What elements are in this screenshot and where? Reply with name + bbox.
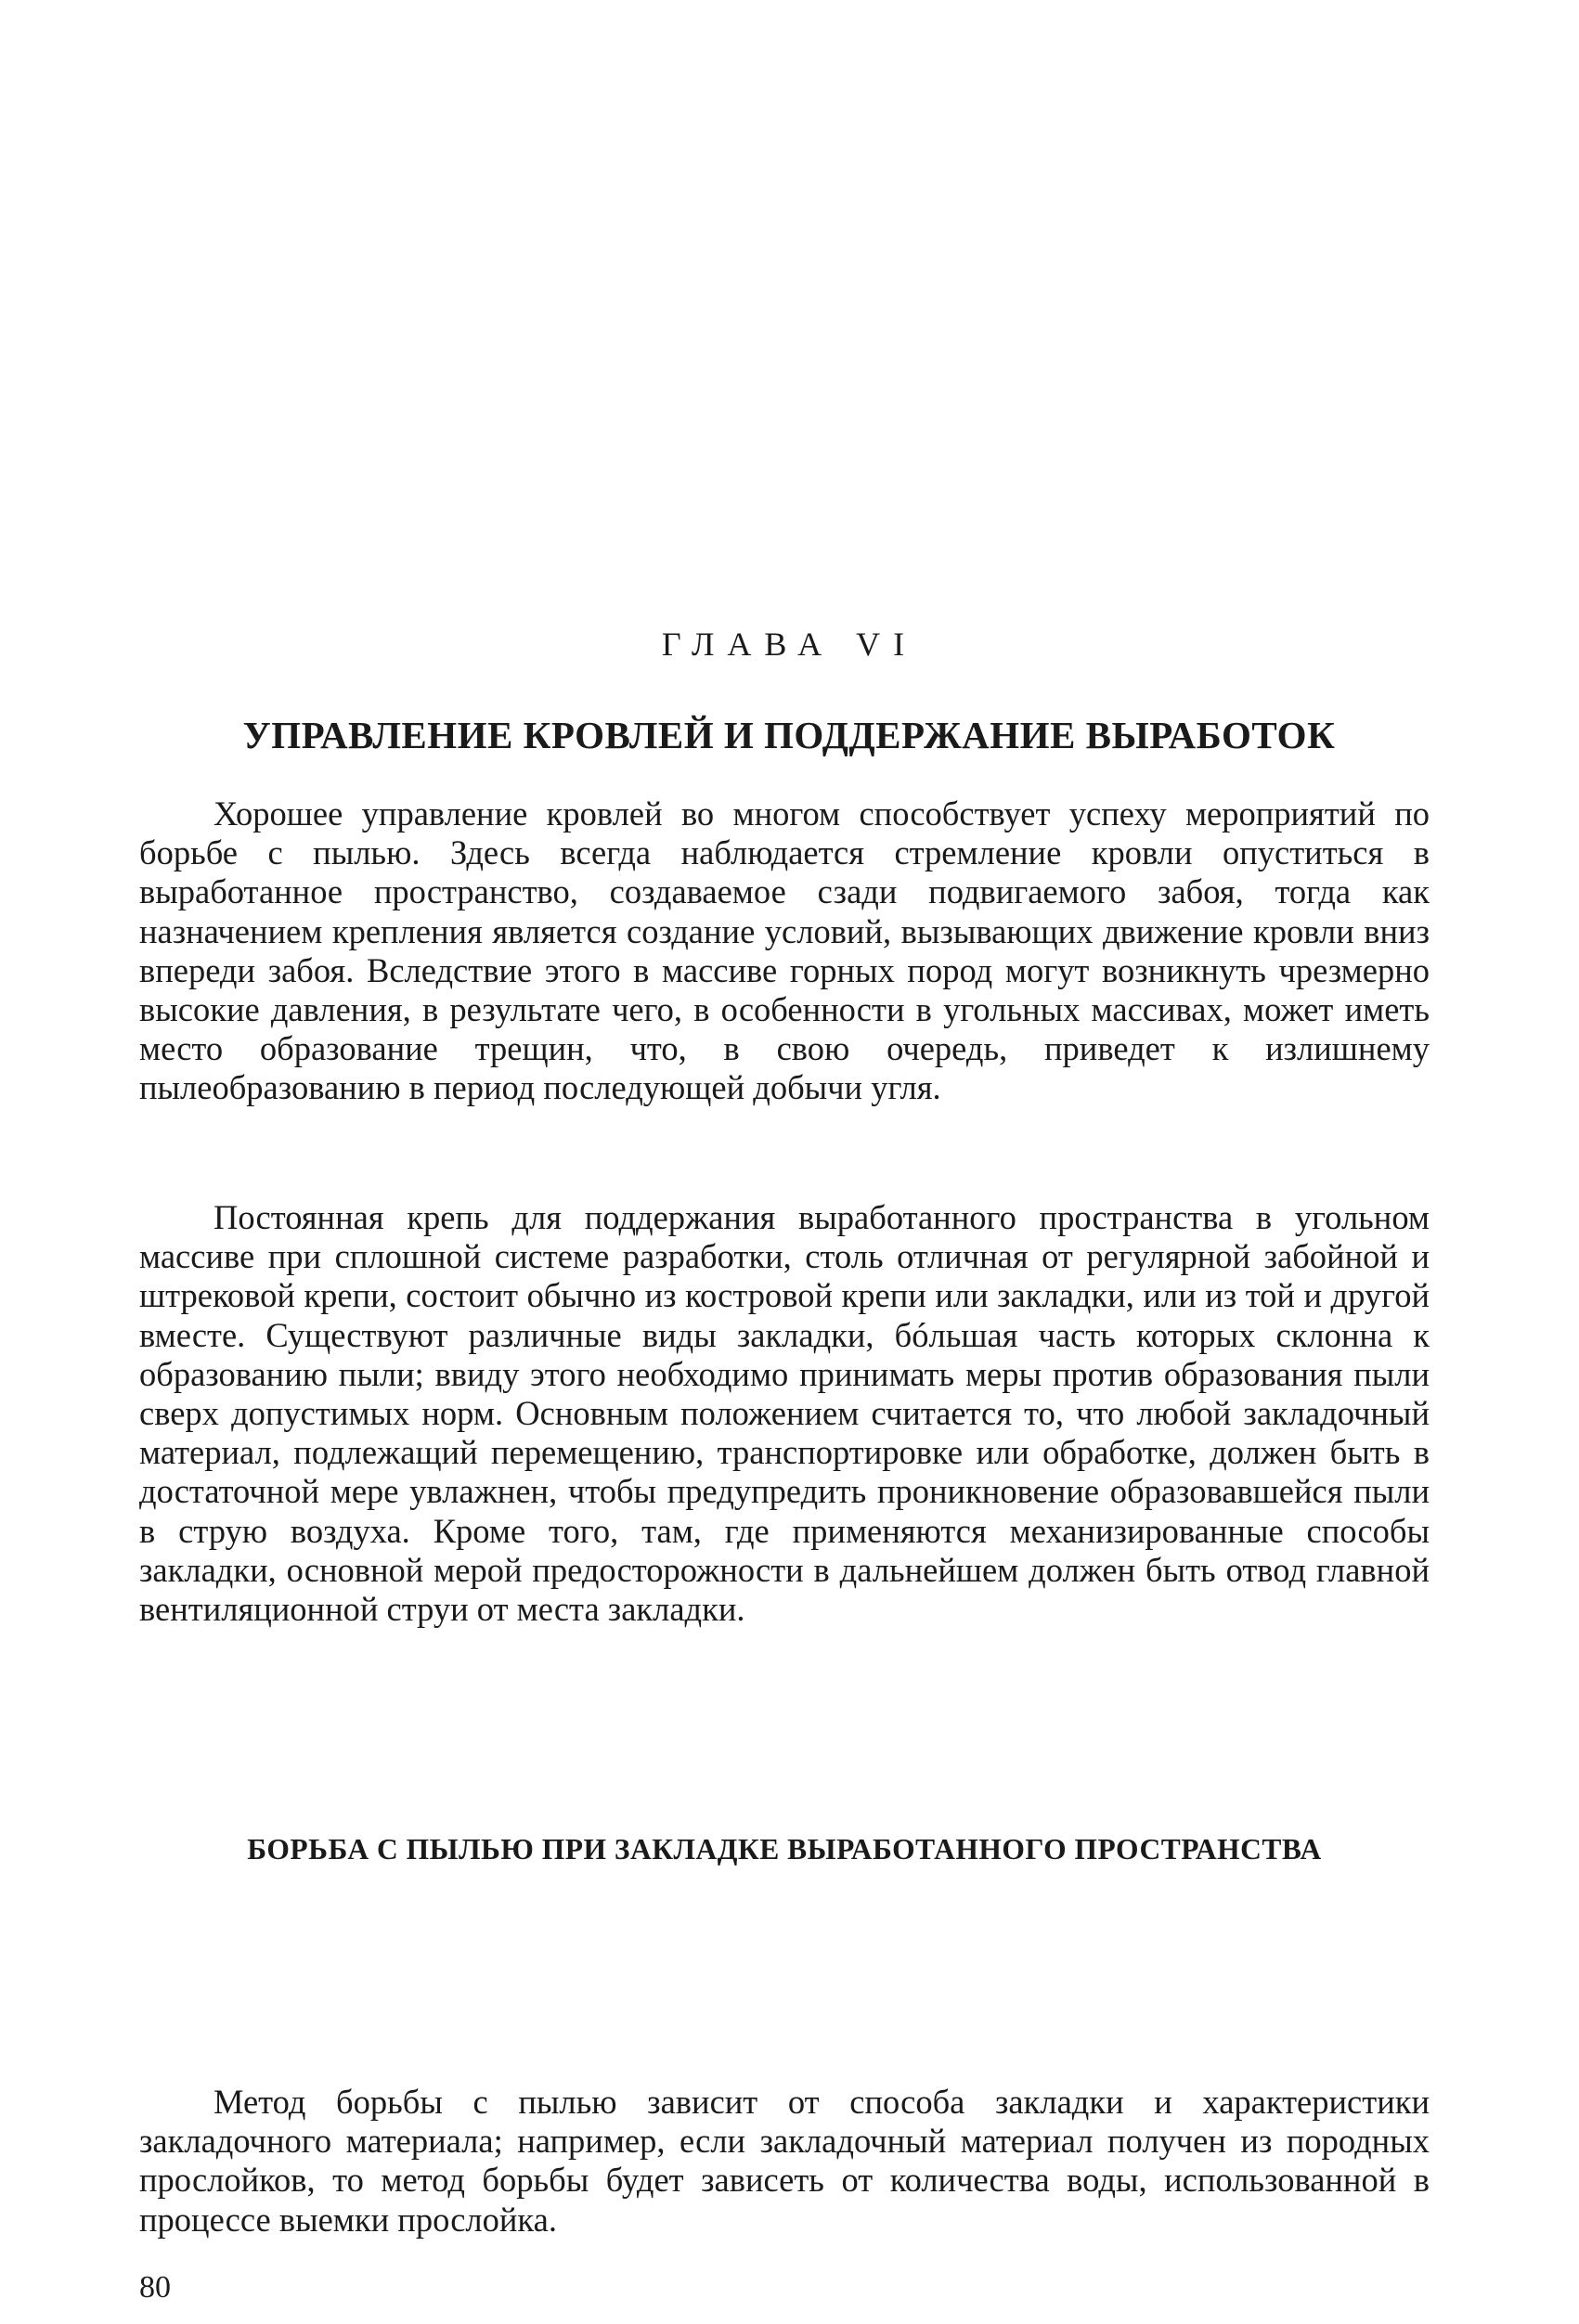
chapter-label: ГЛАВА VI: [661, 626, 918, 663]
body-paragraph-2: Постоянная крепь для поддержания выработанного пространства в угольном массиве при сплошной системе разработки, столь отличная от регулярной забойной и штрековой крепи, состоит обычно из костровой крепи или закладки, или из той и другой вместе. Существуют различные виды закладки, бóльшая часть которых склонна к образованию пыли; ввиду этого необходимо принимать меры против образования пыли сверх допустимых норм. Основным положением считается то, что любой закладочный материал, подлежащий перемещению, транспортировке или обработке, должен быть в достаточной мере увлажнен, чтобы предупредить проникновение образовавшейся пыли в струю воздуха. Кроме того, там, где применяются механизированные способы закладки, основной мерой предосторожности в дальнейшем должен быть отвод главной вентиляционной струи от места закладки.: [139, 1198, 1430, 1629]
page-number: 80: [139, 2270, 171, 2305]
section-heading: БОРЬБА С ПЫЛЬЮ ПРИ ЗАКЛАДКЕ ВЫРАБОТАННОГО ПРОСТРАНСТВА: [247, 1833, 1322, 1866]
body-paragraph-3: Метод борьбы с пылью зависит от способа закладки и характеристики закладочного материала; например, если закладочный материал получен из породных прослойков, то метод борьбы будет зависеть от количества воды, использованной в процессе выемки прослойка.: [139, 2083, 1430, 2239]
chapter-title: УПРАВЛЕНИЕ КРОВЛЕЙ И ПОДДЕРЖАНИЕ ВЫРАБОТОК: [242, 714, 1336, 756]
body-paragraph-1: Хорошее управление кровлей во многом способствует успеху мероприятий по борьбе с пылью. Здесь всегда наблюдается стремление кровли опуститься в выработанное пространство, создаваемое сзади подвигаемого забоя, тогда как назначением крепления является создание условий, вызывающих движение кровли вниз впереди забоя. Вследствие этого в массиве горных пород могут возникнуть чрезмерно высокие давления, в результате чего, в особенности в угольных массивах, может иметь место образование трещин, что, в свою очередь, приведет к излишнему пылеобразованию в период последующей добычи угля.: [139, 794, 1430, 1107]
